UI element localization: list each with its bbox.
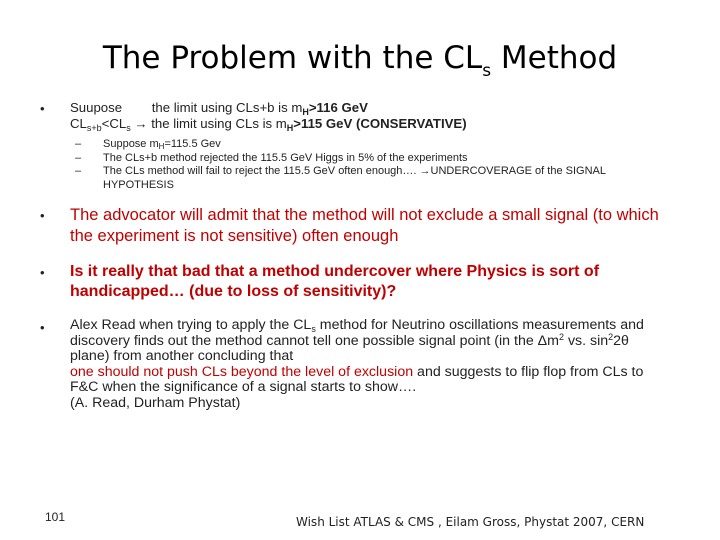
- bullet-marker-3: •: [40, 265, 45, 280]
- dash-marker: –: [75, 151, 82, 164]
- sub-list: [75, 138, 675, 192]
- bullet-4: Alex Read when trying to apply the $CL_s$ method for Neutrino oscillations measurements and discovery finds out the method cannot tell one possible signal point (in the $\Delta m^2$ vs. $\sin^22\theta$ plane) from another concluding that one should not push CLs beyond the level of exclusion and suggests to flip flop from CLs to F&C when the significance of a signal starts to show…. (A. Read, Durham Phystat): [70, 317, 644, 411]
- sub-item-3: – The CLs method will fail to reject the 115.5 GeV often enough…. →UNDERCOVERAGE of the SIGNAL HYPOTHESIS: [75, 165, 606, 191]
- citation: (A. Read, Durham Phystat): [70, 394, 241, 411]
- sub-item-1: – Suppose $m_H=115.5$ Gev: [75, 138, 221, 151]
- page-number: 101: [45, 510, 66, 524]
- slide-title: [0, 40, 720, 81]
- title-text: The Problem with the CL: [102, 40, 483, 76]
- title-tail: Method: [491, 40, 618, 76]
- bullet-1: [70, 100, 670, 132]
- dash-marker: –: [75, 165, 82, 177]
- highlight-text: one should not push CLs beyond the level of exclusion: [70, 363, 414, 380]
- title-subscript: s: [482, 61, 492, 81]
- bullet-3: Is it really that bad that a method undercover where Physics is sort of handicapped… (due to loss of sensitivity)?: [70, 263, 600, 300]
- bullet-2: The advocator will admit that the method will not exclude a small signal (to which the experiment is not sensitive) often enough: [70, 206, 659, 245]
- bullet-1-line-2: $CL_{s+b}<CL_s$ → the limit using CLs is $m_H>115$ GeV (CONSERVATIVE): [70, 116, 467, 133]
- bullet-marker-1: •: [40, 101, 45, 116]
- footer: Wish List ATLAS & CMS , Eilam Gross, Phystat 2007, CERN: [296, 515, 645, 529]
- sub-item-2: – The CLs+b method rejected the 115.5 GeV Higgs in 5% of the experiments: [75, 151, 468, 164]
- bullet-marker-2: •: [40, 208, 45, 223]
- bullet-marker-4: •: [40, 320, 45, 335]
- dash-marker: –: [75, 138, 82, 150]
- bullet-1-line-1: Suupose the limit using CLs+b is $m_H>116$ GeV: [70, 100, 368, 117]
